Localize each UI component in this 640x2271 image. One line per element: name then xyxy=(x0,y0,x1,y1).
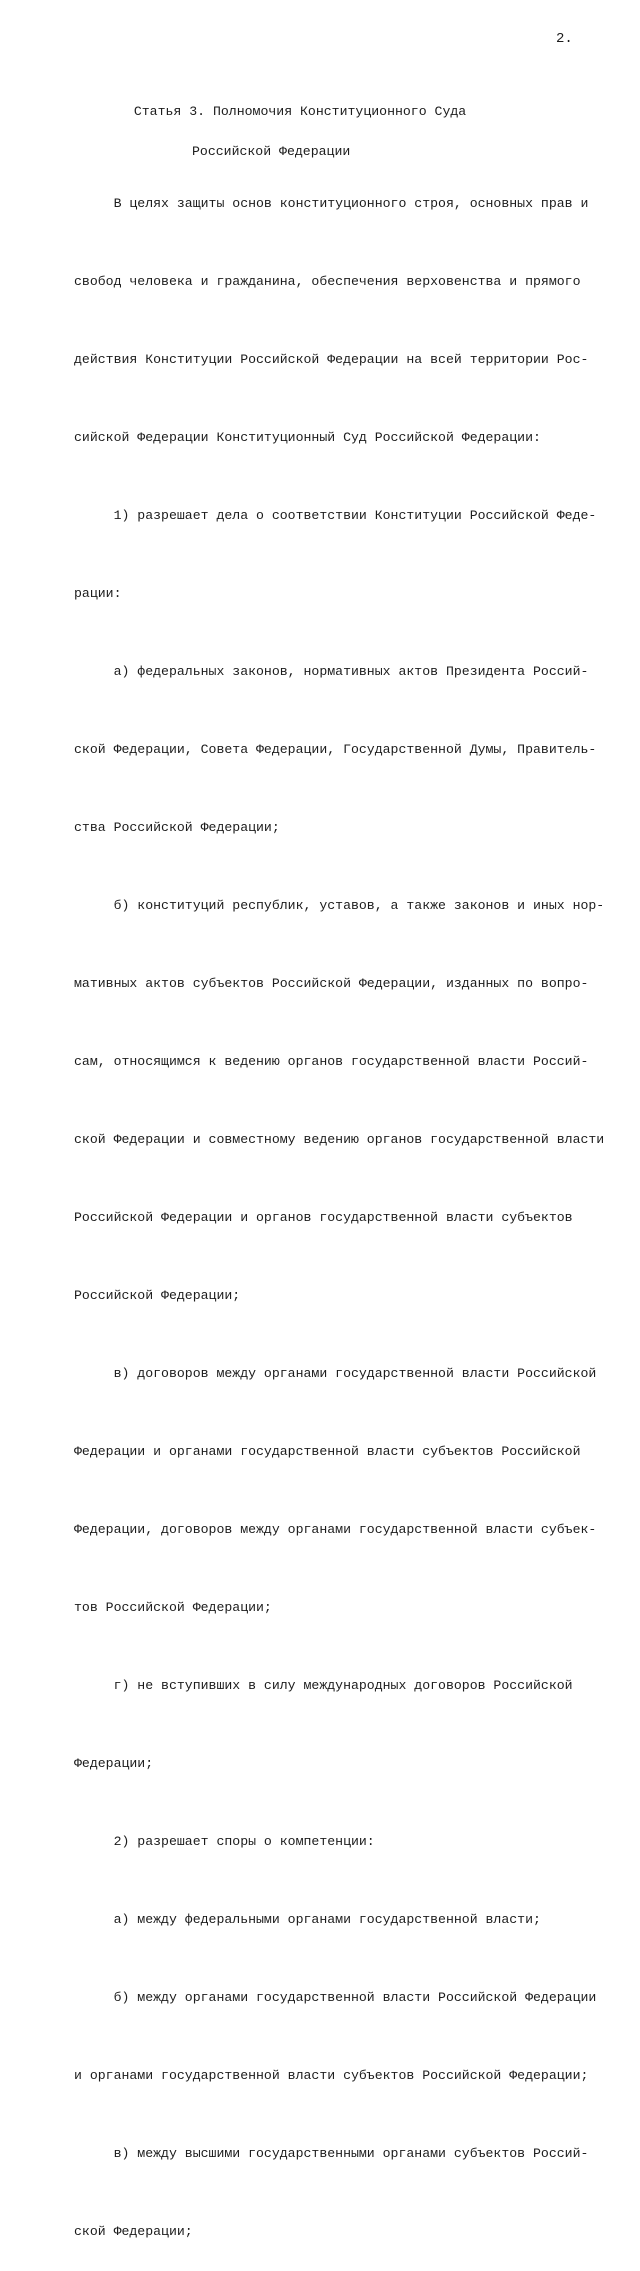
text-line: сам, относящимся к ведению органов государственной власти Россий- xyxy=(74,1054,589,1069)
text-line: б) конституций республик, уставов, а также законов и иных нор- xyxy=(74,898,605,913)
text-line: свобод человека и гражданина, обеспечения верховенства и прямого xyxy=(74,274,581,289)
text-line: ской Федерации, Совета Федерации, Государственной Думы, Правитель- xyxy=(74,742,597,757)
text-line: а) федеральных законов, нормативных актов Президента Россий- xyxy=(74,664,589,679)
text-line: 2) разрешает споры о компетенции: xyxy=(74,1834,375,1849)
text-line: сийской Федерации Конституционный Суд Российской Федерации: xyxy=(74,430,541,445)
text-line: ства Российской Федерации; xyxy=(74,820,280,835)
text-line: действия Конституции Российской Федерации на всей территории Рос- xyxy=(74,352,589,367)
article-body xyxy=(74,139,605,2271)
text-line: Российской Федерации; xyxy=(74,1288,241,1303)
page-number: 2. xyxy=(556,31,573,47)
text-line: 1) разрешает дела о соответствии Конституции Российской Феде- xyxy=(74,508,597,523)
text-line: Федерации, договоров между органами государственной власти субъек- xyxy=(74,1522,597,1537)
text-line: и органами государственной власти субъектов Российской Федерации; xyxy=(74,2068,589,2083)
text-line: Федерации и органами государственной власти субъектов Российской xyxy=(74,1444,581,1459)
text-line: тов Российской Федерации; xyxy=(74,1600,272,1615)
article-title-line-2: Российской Федерации xyxy=(192,144,351,159)
text-line: рации: xyxy=(74,586,122,601)
article-title-line-1: Статья 3. Полномочия Конституционного Суда xyxy=(133,104,467,119)
text-line: Российской Федерации и органов государственной власти субъектов xyxy=(74,1210,573,1225)
text-line: ской Федерации; xyxy=(74,2224,193,2239)
text-line: Федерации; xyxy=(74,1756,154,1771)
text-line: а) между федеральными органами государственной власти; xyxy=(74,1912,541,1927)
text-line: ской Федерации и совместному ведению органов государственной власти xyxy=(74,1132,605,1147)
text-line: В целях защиты основ конституционного строя, основных прав и xyxy=(74,196,589,211)
text-line: б) между органами государственной власти Российской Федерации xyxy=(74,1990,597,2005)
text-line: в) договоров между органами государственной власти Российской xyxy=(74,1366,597,1381)
text-line: г) не вступивших в силу международных договоров Российской xyxy=(74,1678,573,1693)
text-line: мативных актов субъектов Российской Федерации, изданных по вопро- xyxy=(74,976,589,991)
text-line: в) между высшими государственными органами субъектов Россий- xyxy=(74,2146,589,2161)
